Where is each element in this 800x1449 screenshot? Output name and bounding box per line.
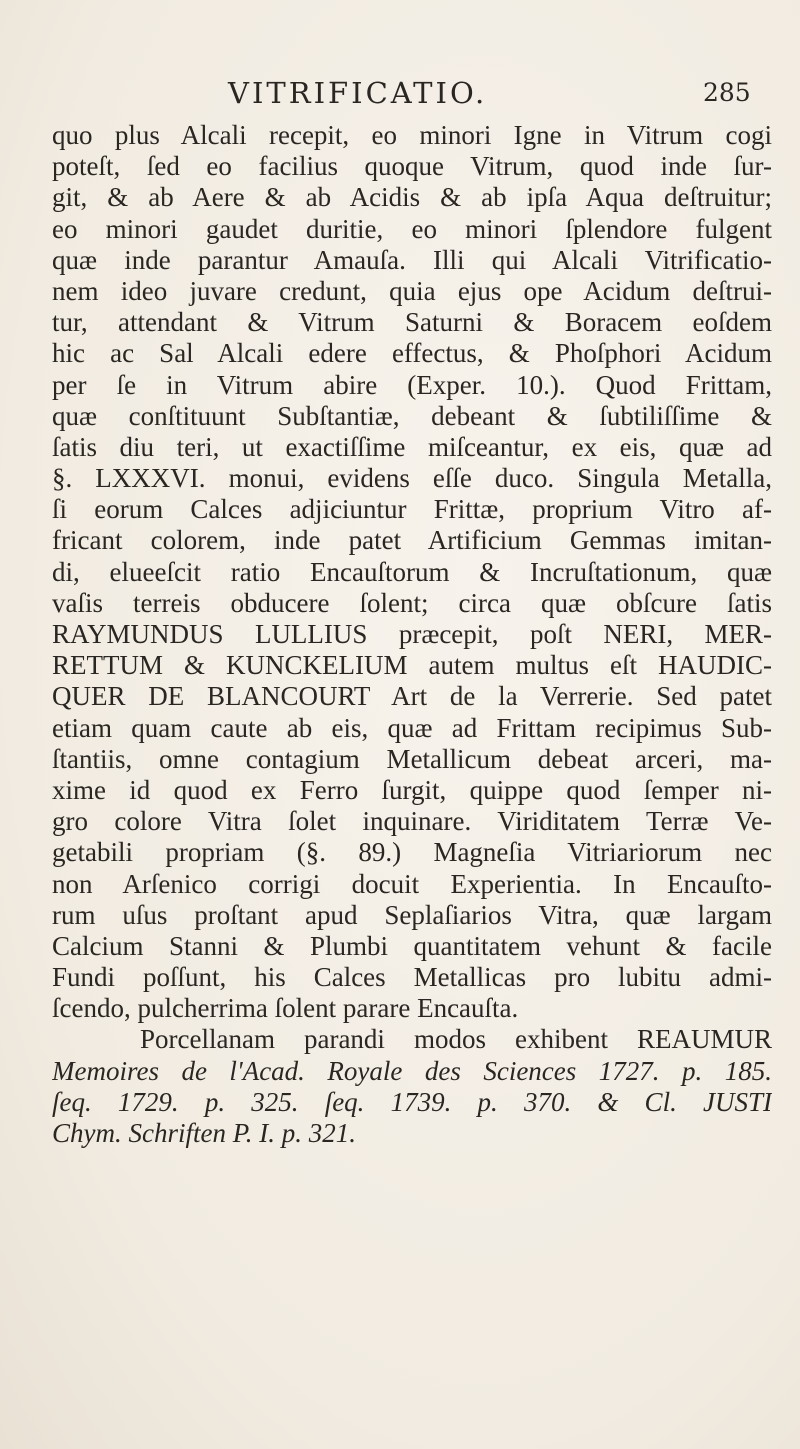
text-line: poteſt, ſed eo facilius quoque Vitrum, quod inde ſur- — [52, 151, 772, 182]
text-line: Calcium Stanni & Plumbi quantitatem vehunt & facile — [52, 930, 772, 961]
text-line: nem ideo juvare credunt, quia ejus ope Acidum deſtrui- — [52, 275, 772, 306]
text-line: ſcendo, pulcherrima ſolent parare Encauſta. — [52, 993, 519, 1024]
text-line: §. LXXXVI. monui, evidens eſſe duco. Singula Metalla, — [52, 463, 772, 494]
text-line: quo plus Alcali recepit, eo minori Igne in Vitrum cogi — [52, 120, 772, 150]
citation-line: Memoires de l'Acad. Royale des Sciences 1727. p. 185. — [52, 1055, 772, 1086]
text-line: Fundi poſſunt, his Calces Metallicas pro lubitu admi- — [52, 962, 772, 993]
text-line: git, & ab Aere & ab Acidis & ab ipſa Aqua deſtruitur; — [52, 182, 772, 213]
text-line: tur, attendant & Vitrum Saturni & Boracem eoſdem — [52, 307, 772, 338]
text-line: rum uſus proſtant apud Seplaſiarios Vitra, quæ largam — [52, 899, 772, 930]
text-line: quæ conſtituunt Subſtantiæ, debeant & ſubtiliſſime & — [52, 400, 772, 431]
text-line: per ſe in Vitrum abire (Exper. 10.). Quod Frittam, — [52, 369, 772, 400]
text-line: QUER DE BLANCOURT Art de la Verrerie. Sed patet — [52, 681, 772, 712]
page-header — [0, 76, 800, 116]
text-line: gro colore Vitra ſolet inquinare. Viriditatem Terræ Ve- — [52, 806, 772, 837]
text-line: di, elueeſcit ratio Encauſtorum & Incruſtationum, quæ — [52, 556, 772, 587]
text-line: ſatis diu teri, ut exactiſſime miſceantur, ex eis, quæ ad — [52, 431, 772, 462]
text-line: fricant colorem, inde patet Artificium Gemmas imitan- — [52, 525, 772, 556]
text-line: RETTUM & KUNCKELIUM autem multus eſt HAUDIC- — [52, 650, 772, 681]
text-line: xime id quod ex Ferro ſurgit, quippe quod ſemper ni- — [52, 774, 772, 805]
text-line: hic ac Sal Alcali edere effectus, & Phoſphori Acidum — [52, 338, 772, 369]
text-line: non Arſenico corrigi docuit Experientia. In Encauſto- — [52, 868, 772, 899]
text-line: Porcellanam parandi modos exhibent REAUMUR — [140, 1024, 772, 1055]
text-line: getabili propriam (§. 89.) Magneſia Vitriariorum nec — [52, 837, 772, 868]
citation-line: ſeq. 1729. p. 325. ſeq. 1739. p. 370. & Cl. JUSTI — [52, 1086, 772, 1117]
text-line: etiam quam caute ab eis, quæ ad Frittam recipimus Sub- — [52, 712, 772, 743]
text-line: vaſis terreis obducere ſolent; circa quæ obſcure ſatis — [52, 587, 772, 618]
body-text — [52, 120, 772, 1149]
page-number: 285 — [703, 78, 751, 107]
citation-line: Chym. Schriften P. I. p. 321. — [52, 1118, 356, 1148]
text-line: RAYMUNDUS LULLIUS præcepit, poſt NERI, MER- — [52, 619, 772, 649]
running-title: VITRIFICATIO. — [228, 76, 488, 110]
text-line: ſi eorum Calces adjiciuntur Frittæ, proprium Vitro af- — [52, 494, 772, 525]
text-line: eo minori gaudet duritie, eo minori ſplendore fulgent — [52, 213, 772, 244]
text-line: ſtantiis, omne contagium Metallicum debeat arceri, ma- — [52, 743, 772, 774]
text-line: quæ inde parantur Amauſa. Illi qui Alcali Vitrificatio- — [52, 244, 772, 275]
